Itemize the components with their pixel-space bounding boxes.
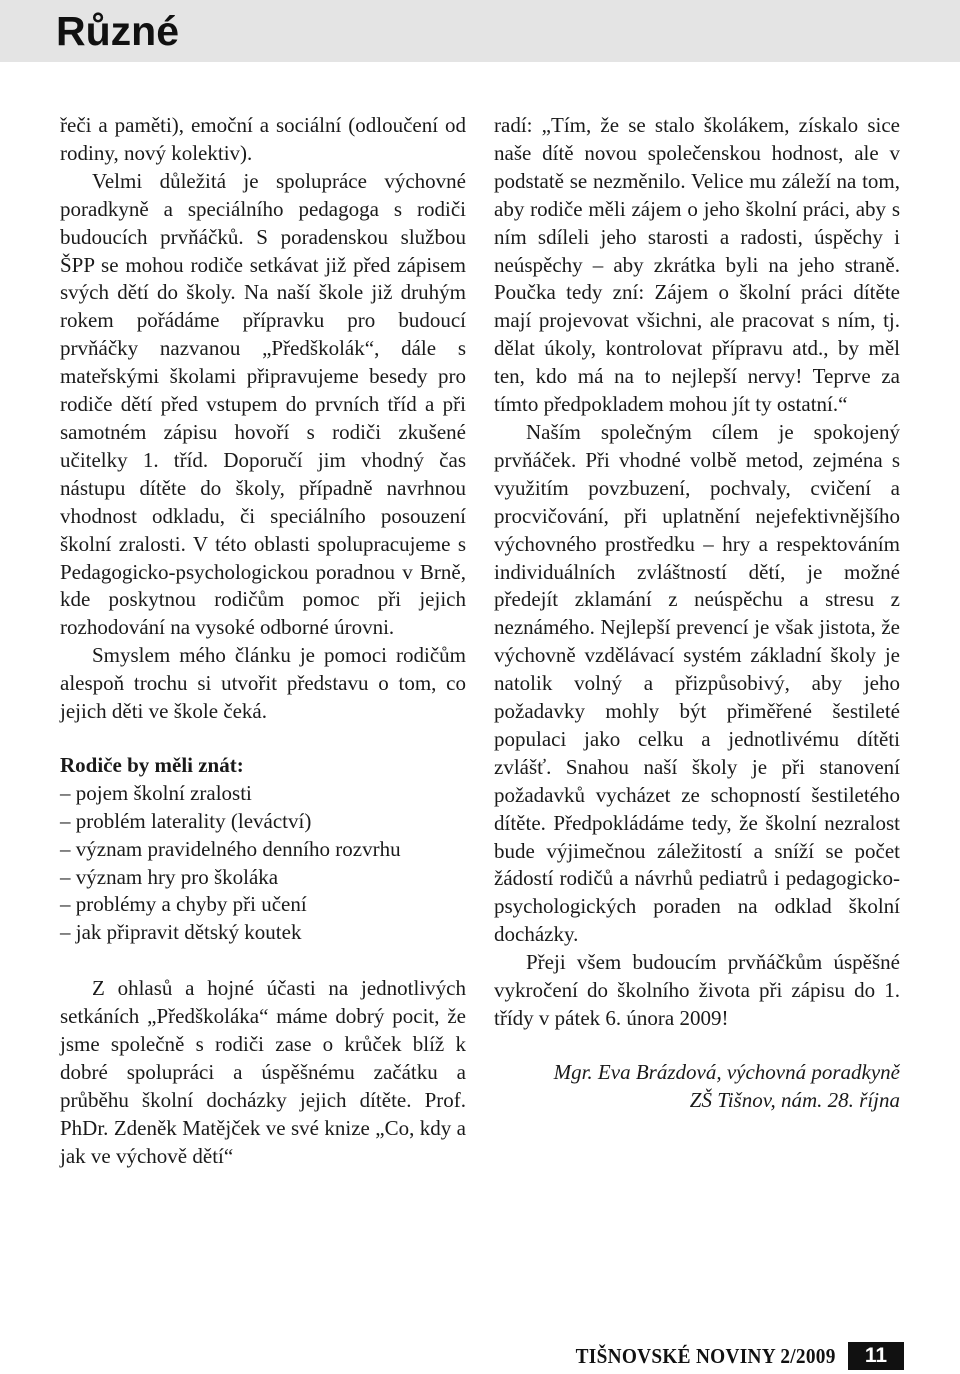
article-column-left [60,112,466,1171]
publication-name: TIŠNOVSKÉ NOVINY 2/2009 [575,1343,836,1368]
author-name: Mgr. Eva Brázdová, výchovná poradkyně [553,1059,900,1084]
paragraph: Velmi důležitá je spolupráce výchovné poradkyně a speciálního pedagoga s rodiči budoucích prvňáčků. S poradenskou službou ŠPP se mohou rodiče setkávat již před zápisem svých dětí do školy. Na naší škole již druhým rokem pořádáme přípravku pro budoucí prvňáčky nazvanou „Předškolák“, dále s mateřskými školami připravujeme besedy pro rodiče dětí před vstupem do prvních tříd a při samotném zápisu hovoří s rodiči zkušené učitelky 1. tříd. Doporučí jim vhodný čas nástupu dítěte do školy, případně navrhnou vhodnost odkladu, či speciálního posouzení školní zralosti. V této oblasti spolupracujeme s Pedagogicko-psychologickou poradnou v Brně, kde poskytnou rodičům pomoc při jejich rozhodování na vysoké odborné úrovni. [60,168,466,640]
list-item: – jak připravit dětský koutek [60,920,302,945]
article-column-right [494,112,900,1115]
paragraph: řeči a paměti), emoční a sociální (odloučení od rodiny, nový kolektiv). [60,113,466,165]
list-item: – problémy a chyby při učení [60,892,307,917]
list-item: – význam pravidelného denního rozvrhu [60,836,401,861]
author-affiliation: ZŠ Tišnov, nám. 28. října [689,1087,900,1112]
page-number: 11 [848,1342,904,1370]
paragraph: Naším společným cílem je spokojený prvňáček. Při vhodné volbě metod, zejména s využitím povzbuzení, pochvaly, cvičení a procvičování, při uplatnění nejefektivnějšího výchovného prostředku – hry a respektováním individuálních zvláštností dětí, je možné předejít zklamání z neúspěchu a stresu z neznámého. Nejlepší prevencí je však jistota, že výchovně vzdělávací systém základní školy je natolik volný a přizpůsobivý, aby jeho požadavky mohly být přiměřené šestileté populaci jako celku a jednotlivému dítěti zvlášť. Snahou naší školy je při stanovení požadavků vycházet ze schopností šestiletého dítěte. Předpokládáme tedy, že školní nezralost bude výjimečnou záležitostí a sníží se počet žádostí rodičů a návrhů pediatrů i pedagogicko-psychologických poraden na odklad školní docházky. [494,419,900,947]
section-header [0,0,960,62]
list-item: – pojem školní zralosti [60,780,252,805]
author-signature [494,1059,900,1115]
paragraph: Přeji všem budoucím prvňáčkům úspěšné vykročení do školního života při zápisu do 1. třídy v pátek 6. února 2009! [494,950,900,1030]
section-title: Různé [56,8,179,54]
paragraph: radí: „Tím, že se stalo školákem, získalo sice naše dítě novou společenskou hodnost, ale v podstatě se nezměnilo. Velice mu záleží na tom, aby rodiče měli zájem o jeho školní práci, aby s ním sdíleli jeho starosti a radosti, úspěchy i neúspěchy – aby zkrátka byli na jeho straně. Poučka tedy zní: Zájem o školní práci dítěte mají projevovat všichni, ale pracovat s ním, tj. dělat úkoly, kontrolovat přípravu atd., by měl ten, kdo má na to nejlepší nervy! Teprve za tímto předpokladem mohou jít ty ostatní.“ [494,113,900,417]
list-item: – problém laterality (leváctví) [60,808,312,833]
list-item: – význam hry pro školáka [60,864,279,889]
list-heading: Rodiče by měli znát: [60,752,244,777]
paragraph: Z ohlasů a hojné účasti na jednotlivých setkáních „Předškoláka“ máme dobrý pocit, že jsme společně s rodiči zase o krůček blíž k dobré spolupráci a úspěšnému začátku a průběhu školní docházky jejich dítěte. Prof. PhDr. Zdeněk Matějček ve své knize „Co, kdy a jak ve výchově dětí“ [60,976,466,1168]
paragraph: Smyslem mého článku je pomoci rodičům alespoň trochu si utvořit představu o tom, co jejich děti ve škole čeká. [60,643,466,724]
parent-tips-list [60,780,466,947]
page-footer [553,1341,904,1371]
